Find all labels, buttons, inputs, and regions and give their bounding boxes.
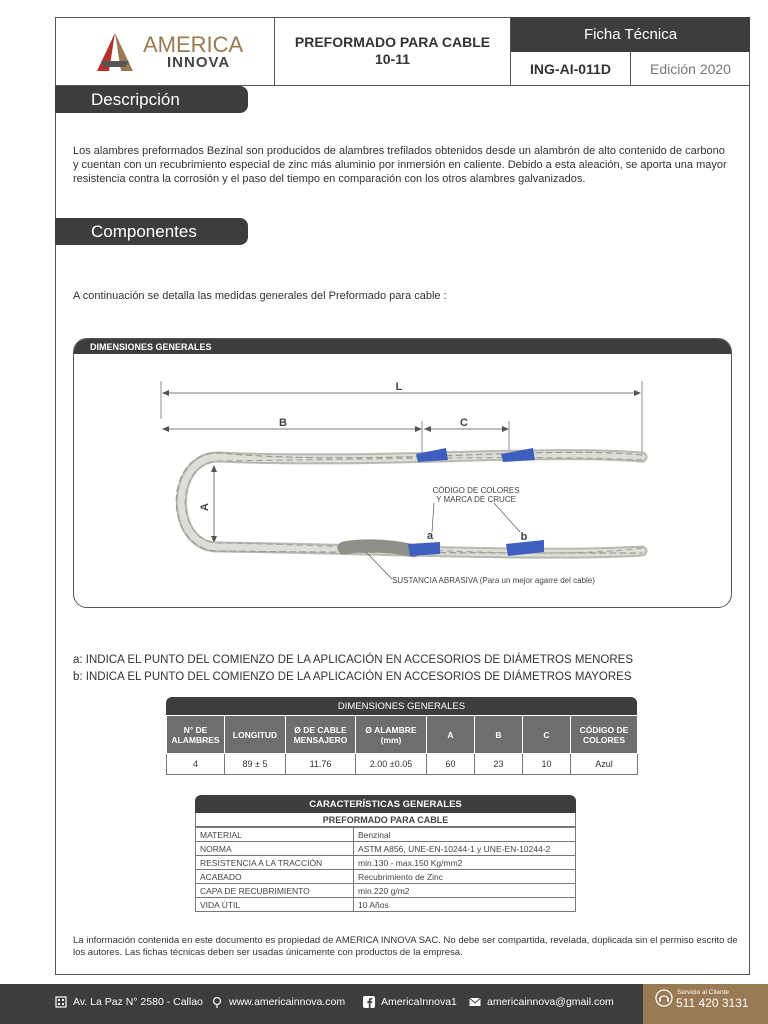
color-marker-a bbox=[408, 542, 440, 556]
char-key: MATERIAL bbox=[196, 828, 354, 842]
address-text: Av. La Paz N° 2580 - Callao bbox=[73, 996, 203, 1008]
service-label: Servicio al Cliente bbox=[677, 989, 730, 996]
label-L: L bbox=[395, 381, 403, 393]
table-row bbox=[196, 828, 576, 842]
header-b: B bbox=[475, 716, 523, 754]
facebook-link[interactable]: AmericaInnova1 bbox=[381, 996, 457, 1008]
description-text: Los alambres preformados Bezinal son producidos de alambres trefilados obtenidos desde un alambrón de alto contenido de carbono y cuentan con un recubrimiento especial de zinc más aluminio por inmersión en caliente. Debido a esta aleación, se aporta una mayor resistencia contra la corrosión y el paso del tiempo en comparación con los otros alambres galvanizados. bbox=[73, 145, 727, 185]
facebook-icon bbox=[363, 996, 375, 1008]
label-sustancia: SUSTANCIA ABRASIVA (Para un mejor agarre del cable) bbox=[392, 576, 595, 585]
char-value: Benzinal bbox=[354, 828, 576, 842]
website-link[interactable]: www.americainnova.com bbox=[229, 996, 346, 1008]
label-a: a bbox=[426, 530, 434, 542]
preformado-drawing bbox=[74, 339, 732, 608]
logo-word-america: AMERICA bbox=[143, 32, 244, 57]
edition-label: Edición 2020 bbox=[631, 52, 750, 86]
dimensions-table-caption: DIMENSIONES GENERALES bbox=[166, 697, 637, 715]
logo-word-innova: INNOVA bbox=[167, 54, 231, 71]
header-n-alambres: N° DE ALAMBRES bbox=[167, 716, 225, 754]
header-cable-mensajero: Ø DE CABLE MENSAJERO bbox=[286, 716, 356, 754]
char-value: min.130 - max.150 Kg/mm2 bbox=[354, 856, 576, 870]
document-code: ING-AI-011D bbox=[511, 52, 631, 86]
header-codigo-colores: CÓDIGO DE COLORES bbox=[571, 716, 638, 754]
header-a: A bbox=[427, 716, 475, 754]
facebook-item[interactable] bbox=[363, 984, 457, 1020]
characteristics-subtitle: PREFORMADO PARA CABLE bbox=[195, 813, 576, 827]
table-row bbox=[196, 842, 576, 856]
header-c: C bbox=[523, 716, 571, 754]
headset-icon bbox=[655, 989, 673, 1007]
char-key: VIDA ÚTIL bbox=[196, 898, 354, 912]
char-key: NORMA bbox=[196, 842, 354, 856]
char-value: Recubrimiento de Zinc bbox=[354, 870, 576, 884]
char-key: RESISTENCIA A LA TRACCIÓN bbox=[196, 856, 354, 870]
cell-n-alambres: 4 bbox=[167, 754, 225, 775]
char-key: CAPA DE RECUBRIMIENTO bbox=[196, 884, 354, 898]
wire-bundle bbox=[176, 452, 642, 553]
dimensions-diagram bbox=[73, 338, 732, 608]
label-B: B bbox=[279, 417, 287, 429]
ficha-tecnica-label: Ficha Técnica bbox=[511, 17, 750, 52]
label-A: A bbox=[199, 503, 211, 511]
company-logo bbox=[55, 17, 275, 86]
table-row bbox=[196, 856, 576, 870]
characteristics-caption: CARACTERÍSTICAS GENERALES bbox=[195, 795, 576, 813]
label-b: b bbox=[520, 531, 528, 543]
cell-c: 10 bbox=[523, 754, 571, 775]
cell-cable-mensajero: 11.76 bbox=[286, 754, 356, 775]
dimensions-header-row bbox=[167, 716, 638, 754]
char-key: ACABADO bbox=[196, 870, 354, 884]
color-marker-top-1 bbox=[416, 448, 448, 462]
website-item[interactable] bbox=[211, 984, 345, 1020]
title-line-1: PREFORMADO PARA CABLE bbox=[294, 34, 491, 50]
cell-codigo-colores: Azul bbox=[571, 754, 638, 775]
table-row bbox=[196, 870, 576, 884]
location-pin-icon bbox=[211, 996, 223, 1008]
dimensions-table bbox=[166, 697, 637, 775]
section-heading-descripcion: Descripción bbox=[55, 86, 248, 113]
email-icon bbox=[469, 996, 481, 1008]
label-codigo-line2: Y MARCA DE CRUCE bbox=[436, 495, 516, 504]
service-phone[interactable]: 511 420 3131 bbox=[676, 996, 749, 1010]
title-line-2: 10-11 bbox=[374, 51, 411, 67]
address-item bbox=[55, 984, 203, 1020]
cell-longitud: 89 ± 5 bbox=[225, 754, 286, 775]
cell-b: 23 bbox=[475, 754, 523, 775]
label-codigo-line1: CÓDIGO DE COLORES bbox=[432, 486, 520, 495]
label-C: C bbox=[460, 417, 468, 429]
table-row bbox=[196, 884, 576, 898]
table-row bbox=[167, 754, 638, 775]
confidentiality-note: La información contenida en este documento es propiedad de AMERICA INNOVA SAC. No debe ser compartida, revelada, duplicada sin el permiso escrito de los autores. Las fichas técnicas deben ser usadas únicamente con productos de la empresa. bbox=[73, 935, 738, 958]
char-value: 10 Años bbox=[354, 898, 576, 912]
email-link[interactable]: americainnova@gmail.com bbox=[487, 996, 614, 1008]
componentes-intro: A continuación se detalla las medidas generales del Preformado para cable : bbox=[73, 290, 447, 302]
cell-a: 60 bbox=[427, 754, 475, 775]
building-icon bbox=[55, 996, 67, 1008]
logo-mark-icon bbox=[91, 31, 139, 73]
header-alambre: Ø ALAMBRE (mm) bbox=[356, 716, 427, 754]
document-title bbox=[275, 17, 511, 86]
char-value: ASTM A856, UNE-EN-10244-1 y UNE-EN-10244-2 bbox=[354, 842, 576, 856]
note-b: b: INDICA EL PUNTO DEL COMIENZO DE LA APLICACIÓN EN ACCESORIOS DE DIÁMETROS MAYORES bbox=[73, 671, 632, 683]
table-row bbox=[196, 898, 576, 912]
cell-alambre: 2.00 ±0.05 bbox=[356, 754, 427, 775]
char-value: min.220 g/m2 bbox=[354, 884, 576, 898]
characteristics-table bbox=[195, 795, 576, 912]
diagram-title: DIMENSIONES GENERALES bbox=[74, 339, 731, 354]
email-item[interactable] bbox=[469, 984, 614, 1020]
note-a: a: INDICA EL PUNTO DEL COMIENZO DE LA APLICACIÓN EN ACCESORIOS DE DIÁMETROS MENORES bbox=[73, 654, 634, 666]
section-heading-componentes: Componentes bbox=[55, 218, 248, 245]
header-longitud: LONGITUD bbox=[225, 716, 286, 754]
